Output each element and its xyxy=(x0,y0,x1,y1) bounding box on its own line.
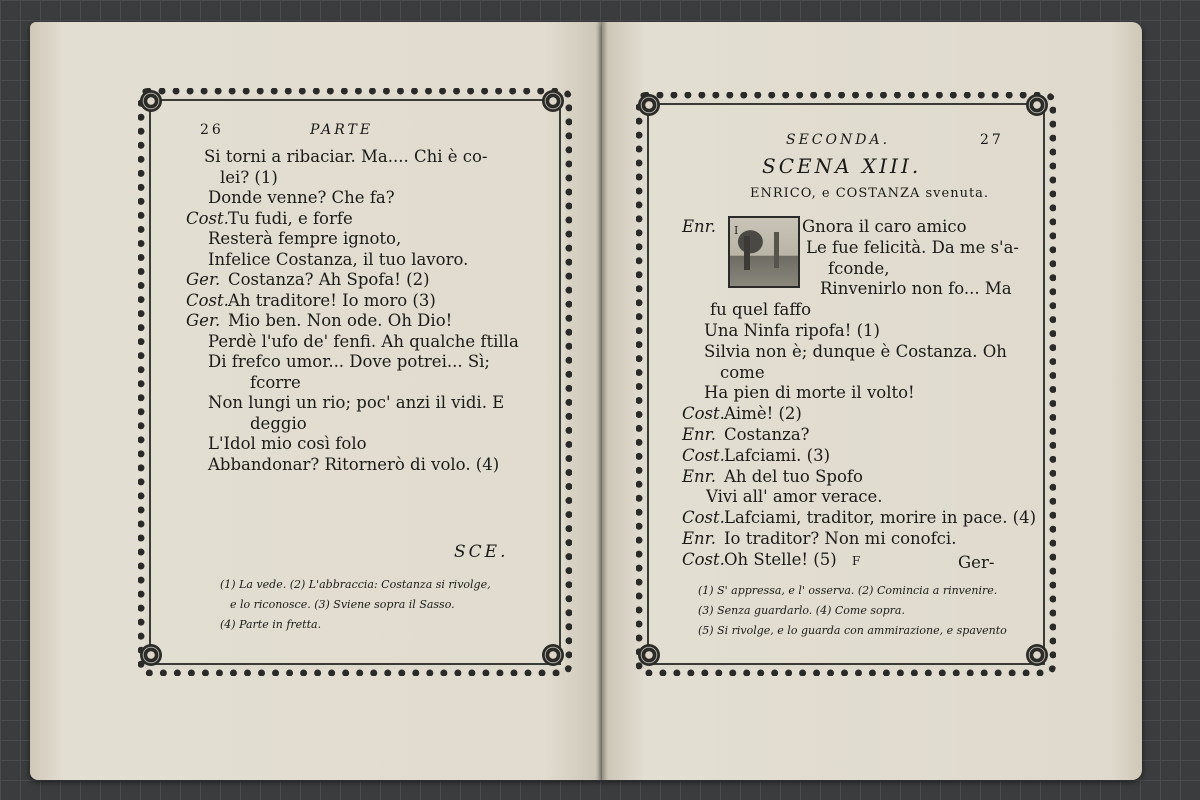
left-catchword: SCE. xyxy=(454,542,509,562)
verse-line: Ah traditore! Io moro (3) xyxy=(228,290,436,310)
engraved-initial xyxy=(728,216,800,288)
open-book xyxy=(30,22,1142,780)
footnote: (4) Parte in fretta. xyxy=(220,618,322,631)
rose-ornament xyxy=(638,94,660,116)
rose-ornament xyxy=(542,644,564,666)
footnote: (5) Si rivolge, e lo guarda con ammirazione, e spavento xyxy=(698,624,1007,637)
verse-line: Lafciami, traditor, morire in pace. (4) xyxy=(724,508,1037,528)
speaker-label: Cost. xyxy=(682,404,725,424)
right-running-head: SECONDA. xyxy=(786,132,891,148)
verse-line: Ah del tuo Spofo xyxy=(724,466,863,486)
speaker-label: Ger. xyxy=(186,270,221,289)
tree-icon xyxy=(744,236,750,270)
rose-ornament xyxy=(1026,94,1048,116)
speaker-label: Enr. xyxy=(682,529,716,548)
verse-line: Gnora il caro amico xyxy=(802,217,967,236)
scene-title: SCENA XIII. xyxy=(762,154,922,178)
footnote: e lo riconosce. (3) Sviene sopra il Sasso. xyxy=(230,598,455,611)
verse-line: Donde venne? Che fa? xyxy=(208,188,395,207)
rose-ornament xyxy=(140,90,162,112)
scene-characters: ENRICO, e COSTANZA svenuta. xyxy=(750,186,990,201)
left-running-head: PARTE xyxy=(310,122,374,138)
column-icon xyxy=(774,232,779,268)
verse-line: Perdè l'ufo de' fenfi. Ah qualche ftilla xyxy=(208,331,519,351)
speaker-label: Cost. xyxy=(186,290,229,310)
verse-line: Aimè! (2) xyxy=(724,404,802,424)
verse-line: Costanza? xyxy=(724,425,810,444)
footnote: (3) Senza guardarlo. (4) Come sopra. xyxy=(698,604,905,617)
verse-line: Di frefco umor... Dove potrei... Sì; xyxy=(208,352,490,371)
verse-line: Tu fudi, e forfe xyxy=(228,208,353,228)
speaker-label: Ger. xyxy=(186,311,221,330)
verse-line: lei? (1) xyxy=(220,167,278,187)
right-catchword: Ger- xyxy=(958,553,995,572)
speaker-label: Cost. xyxy=(682,445,725,465)
verse-line: fu quel faffo xyxy=(710,300,812,320)
verse-line: fconde, xyxy=(828,258,890,278)
verse-line: L'Idol mio così folo xyxy=(208,434,367,453)
rose-ornament xyxy=(140,644,162,666)
verse-line: Infelice Costanza, il tuo lavoro. xyxy=(208,249,469,269)
verse-line: Una Ninfa ripofa! (1) xyxy=(704,321,880,340)
speaker-label: Enr. xyxy=(682,217,716,236)
verse-line: Costanza? Ah Spofa! (2) xyxy=(228,270,430,289)
speaker-label: Cost. xyxy=(682,549,725,569)
verse-line: Rinvenirlo non fo... Ma xyxy=(820,279,1012,299)
rose-ornament xyxy=(1026,644,1048,666)
verse-line: Abbandonar? Ritornerò di volo. (4) xyxy=(208,454,500,474)
verse-line: deggio xyxy=(250,413,307,433)
verse-line: Si torni a ribaciar. Ma.... Chi è co- xyxy=(204,147,488,166)
verse-line: Vivi all' amor verace. xyxy=(706,487,883,507)
signature-mark: F xyxy=(852,554,861,568)
verse-line: Lafciami. (3) xyxy=(724,445,831,465)
right-page-number: 27 xyxy=(980,132,1004,148)
verse-line: Io traditor? Non mi conofci. xyxy=(724,529,957,548)
footnote: (1) La vede. (2) L'abbraccia: Costanza si rivolge, xyxy=(220,578,491,591)
verse-line: Le fue felicità. Da me s'a- xyxy=(806,237,1019,257)
speaker-label: Cost. xyxy=(186,208,229,228)
footnote: (1) S' appressa, e l' osserva. (2) Comincia a rinvenire. xyxy=(698,584,998,597)
speaker-label: Enr. xyxy=(682,466,716,486)
verse-line: Mio ben. Non ode. Oh Dio! xyxy=(228,311,453,330)
verse-line: Resterà fempre ignoto, xyxy=(208,229,402,248)
speaker-label: Cost. xyxy=(682,508,725,528)
verse-line: Ha pien di morte il volto! xyxy=(704,383,915,403)
rose-ornament xyxy=(542,90,564,112)
verse-line: Non lungi un rio; poc' anzi il vidi. E xyxy=(208,393,505,412)
verse-line: Oh Stelle! (5) xyxy=(724,549,837,569)
book-gutter xyxy=(596,22,608,780)
verse-line: fcorre xyxy=(250,372,301,392)
left-page-number: 26 xyxy=(200,122,224,138)
verse-line: come xyxy=(720,362,765,382)
rose-ornament xyxy=(638,644,660,666)
verse-line: Silvia non è; dunque è Costanza. Oh xyxy=(704,341,1007,361)
speaker-label: Enr. xyxy=(682,425,716,444)
initial-letter: I xyxy=(734,224,739,237)
